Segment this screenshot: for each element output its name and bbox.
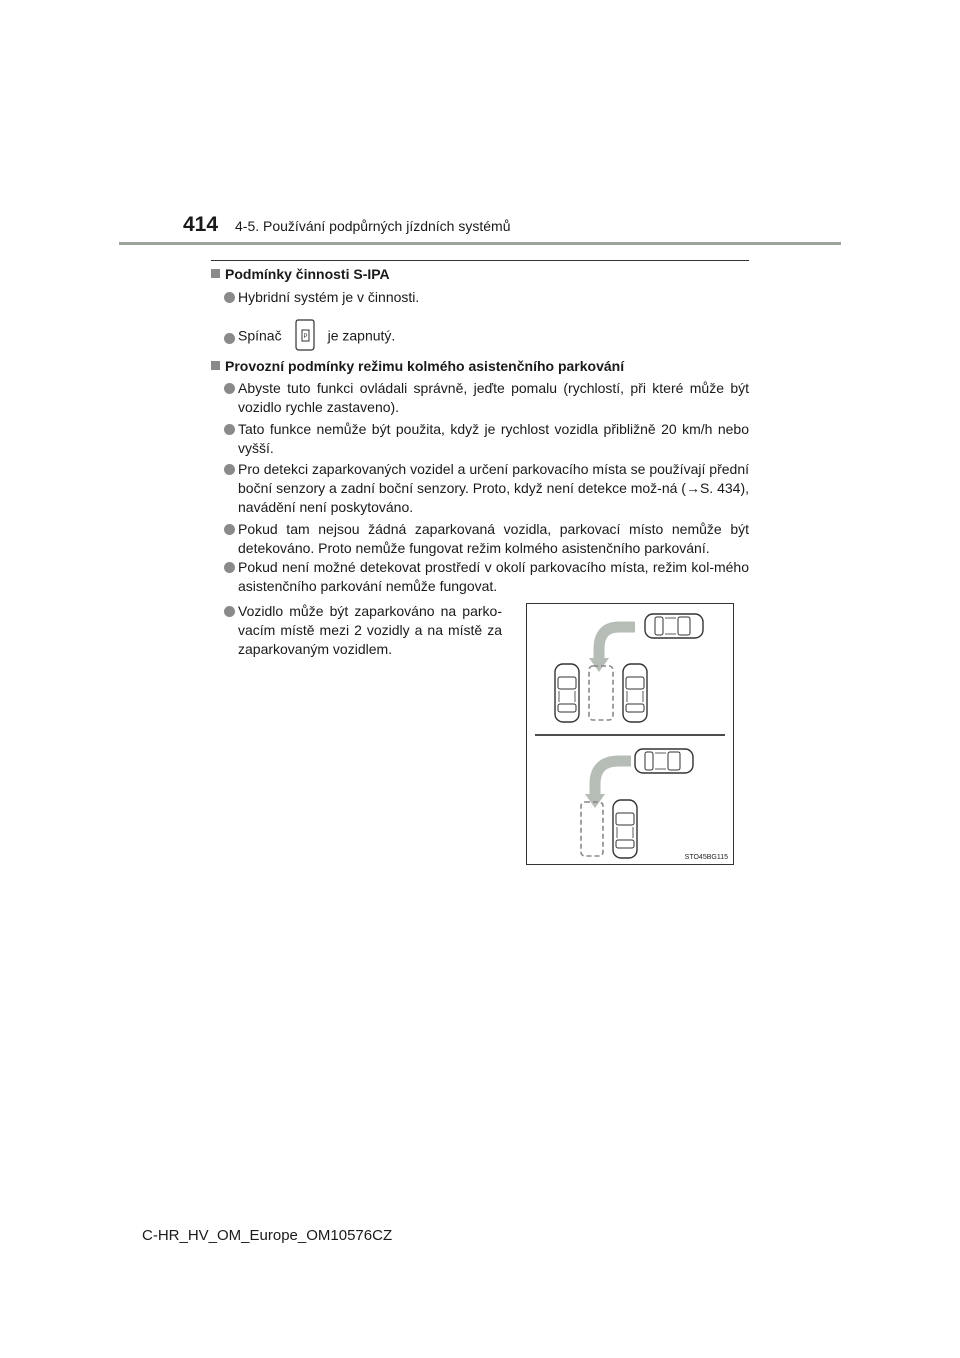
bullet-dot-icon: [224, 606, 235, 617]
bullet-dot-icon: [224, 424, 235, 435]
parking-space-outline: [589, 666, 613, 720]
bullet-dot-icon: [224, 292, 235, 303]
heading-text: Podmínky činnosti S-IPA: [225, 266, 390, 282]
bullet-dot-icon: [224, 464, 235, 475]
list-item: [224, 420, 749, 458]
bullet-text: Hybridní systém je v činnosti.: [238, 289, 420, 305]
heading-sipa-conditions: [211, 266, 390, 282]
bullet-dot-icon: [224, 383, 235, 394]
header-rule: [119, 242, 841, 245]
parking-assist-switch-icon: [294, 318, 316, 352]
bullet-text: Pro detekci zaparkovaných vozidel a určení parkovacího místa se používají přední boční senzory a zadní boční senzory. Proto, když není detekce mož-ná (→S. 434), navádění není poskytováno.: [238, 461, 749, 515]
bullet-dot-icon: [224, 524, 235, 535]
bullet-text: Pokud není možné detekovat prostředí v okolí parkovacího místa, režim kol-mého asistenčního parkování nemůže fungovat.: [238, 559, 749, 594]
car-icon: [635, 749, 693, 773]
bullet-text: Spínač: [238, 327, 282, 344]
car-icon: [645, 614, 703, 638]
list-item: [224, 288, 749, 307]
bullet-text: Abyste tuto funkci ovládali správně, jeďte pomalu (rychlostí, při které může být vozidlo rychle zastaveno).: [238, 380, 749, 415]
heading-text: Provozní podmínky režimu kolmého asistenčního parkování: [225, 358, 625, 374]
list-item: [224, 520, 749, 558]
list-item: [224, 379, 749, 417]
parked-car-icon: [623, 664, 647, 722]
parking-illustration: [526, 603, 734, 865]
parked-car-icon: [613, 800, 637, 858]
list-item: [224, 460, 749, 517]
page-number: 414: [183, 213, 219, 236]
list-item: [224, 558, 749, 596]
content-rule: [211, 260, 749, 261]
bullet-dot-icon: [224, 562, 235, 573]
document-code: C-HR_HV_OM_Europe_OM10576CZ: [142, 1227, 393, 1244]
list-item: [224, 320, 749, 354]
parking-space-outline: [581, 802, 603, 856]
heading-perpendicular-conditions: [211, 358, 624, 374]
list-item: [224, 602, 502, 659]
section-title: 4-5. Používání podpůrných jízdních systémů: [235, 218, 511, 234]
figure-code: STO45BG115: [684, 854, 728, 861]
bullet-text: Pokud tam nejsou žádná zaparkovaná vozidla, parkovací místo nemůže být detekováno. Proto nemůže fungovat režim kolmého asistenčního parkování.: [238, 521, 749, 556]
square-bullet-icon: [211, 361, 220, 370]
bullet-dot-icon: [224, 333, 235, 344]
bullet-text: Tato funkce nemůže být použita, když je rychlost vozidla přibližně 20 km/h nebo vyšší.: [238, 421, 749, 456]
square-bullet-icon: [211, 269, 220, 278]
parked-car-icon: [555, 664, 579, 722]
svg-text:P: P: [303, 334, 308, 340]
bullet-text: Vozidlo může být zaparkováno na parko-vacím místě mezi 2 vozidly a na místě za zaparkovaným vozidlem.: [238, 603, 502, 657]
bullet-text: je zapnutý.: [327, 327, 396, 344]
